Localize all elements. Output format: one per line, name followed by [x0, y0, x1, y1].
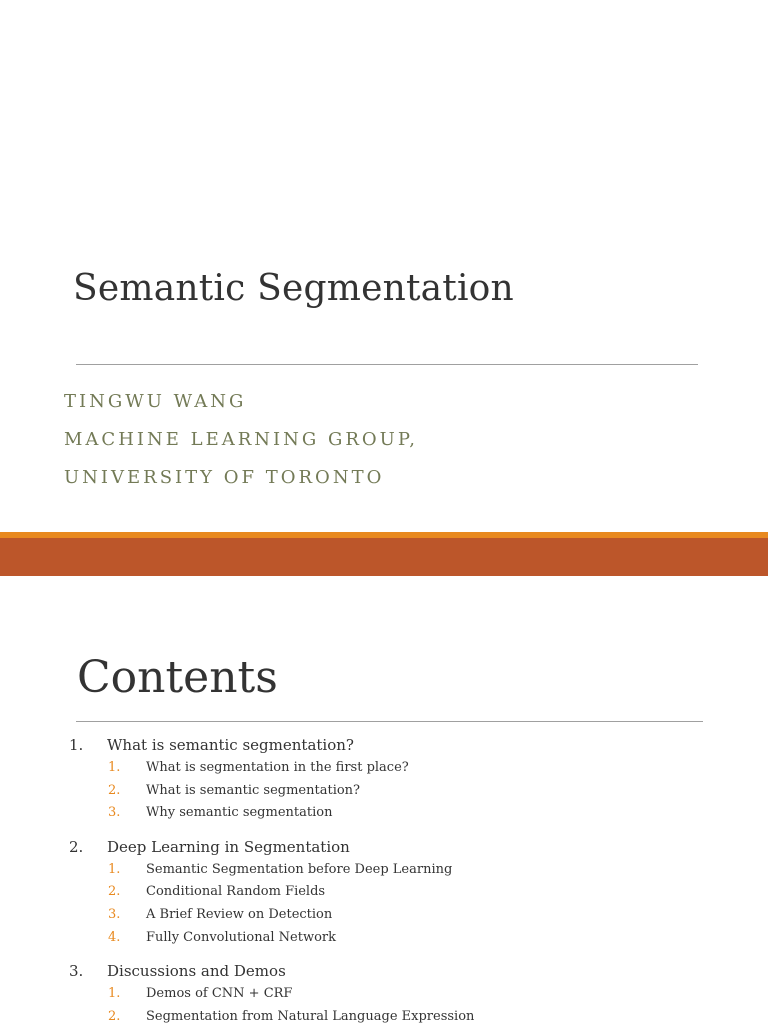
toc-section	[0, 733, 768, 825]
toc-item	[0, 904, 768, 927]
toc-item-label: Fully Convolutional Network	[146, 929, 336, 945]
toc-item	[0, 802, 768, 825]
toc-item	[0, 859, 768, 882]
toc-item-number: 3.	[108, 805, 121, 821]
toc-section	[0, 959, 768, 1024]
contents-slide	[0, 576, 768, 1024]
toc-item-label: Why semantic segmentation	[146, 805, 333, 821]
toc-item	[0, 1006, 768, 1024]
contents-title: Contents	[77, 652, 278, 703]
toc-section-label: Deep Learning in Segmentation	[107, 837, 350, 856]
toc-item-label: Demos of CNN + CRF	[146, 986, 293, 1002]
toc-section-heading	[0, 835, 768, 859]
toc-item-number: 3.	[108, 906, 121, 922]
toc-item-number: 1.	[108, 986, 121, 1002]
toc-item	[0, 757, 768, 780]
toc-item-label: Segmentation from Natural Language Expression	[146, 1008, 475, 1024]
author-name: TINGWU WANG	[64, 391, 247, 412]
toc-section-number: 3.	[69, 962, 84, 981]
toc-item	[0, 927, 768, 950]
contents-divider-line	[76, 721, 703, 722]
toc-item-label: Conditional Random Fields	[146, 884, 326, 900]
toc-item	[0, 983, 768, 1006]
author-block	[64, 383, 418, 497]
toc-section-number: 1.	[69, 736, 84, 754]
toc-item-label: Semantic Segmentation before Deep Learning	[146, 861, 453, 877]
toc-item-number: 1.	[108, 861, 121, 877]
author-university: UNIVERSITY OF TORONTO	[64, 467, 385, 488]
toc-section-label: Discussions and Demos	[107, 962, 286, 981]
toc-item-number: 2.	[108, 884, 121, 900]
toc-item	[0, 780, 768, 803]
title-divider-line	[76, 364, 698, 365]
toc-item-number: 1.	[108, 760, 121, 775]
toc-section-number: 2.	[69, 837, 84, 856]
toc-item-label: A Brief Review on Detection	[146, 906, 333, 922]
toc-item-number: 2.	[108, 782, 121, 798]
toc-section-heading	[0, 733, 768, 757]
toc-item-label: What is segmentation in the first place?	[146, 760, 409, 775]
toc-section-heading	[0, 959, 768, 983]
toc-section-label: What is semantic segmentation?	[107, 736, 354, 754]
slide-title: Semantic Segmentation	[73, 268, 514, 309]
toc-section	[0, 835, 768, 949]
slide-divider-band	[0, 538, 768, 576]
toc-item-label: What is semantic segmentation?	[146, 782, 361, 798]
toc-item-number: 4.	[108, 929, 121, 945]
table-of-contents	[0, 733, 768, 1024]
toc-item-number: 2.	[108, 1008, 121, 1024]
author-group: MACHINE LEARNING GROUP,	[64, 429, 419, 450]
toc-item	[0, 881, 768, 904]
